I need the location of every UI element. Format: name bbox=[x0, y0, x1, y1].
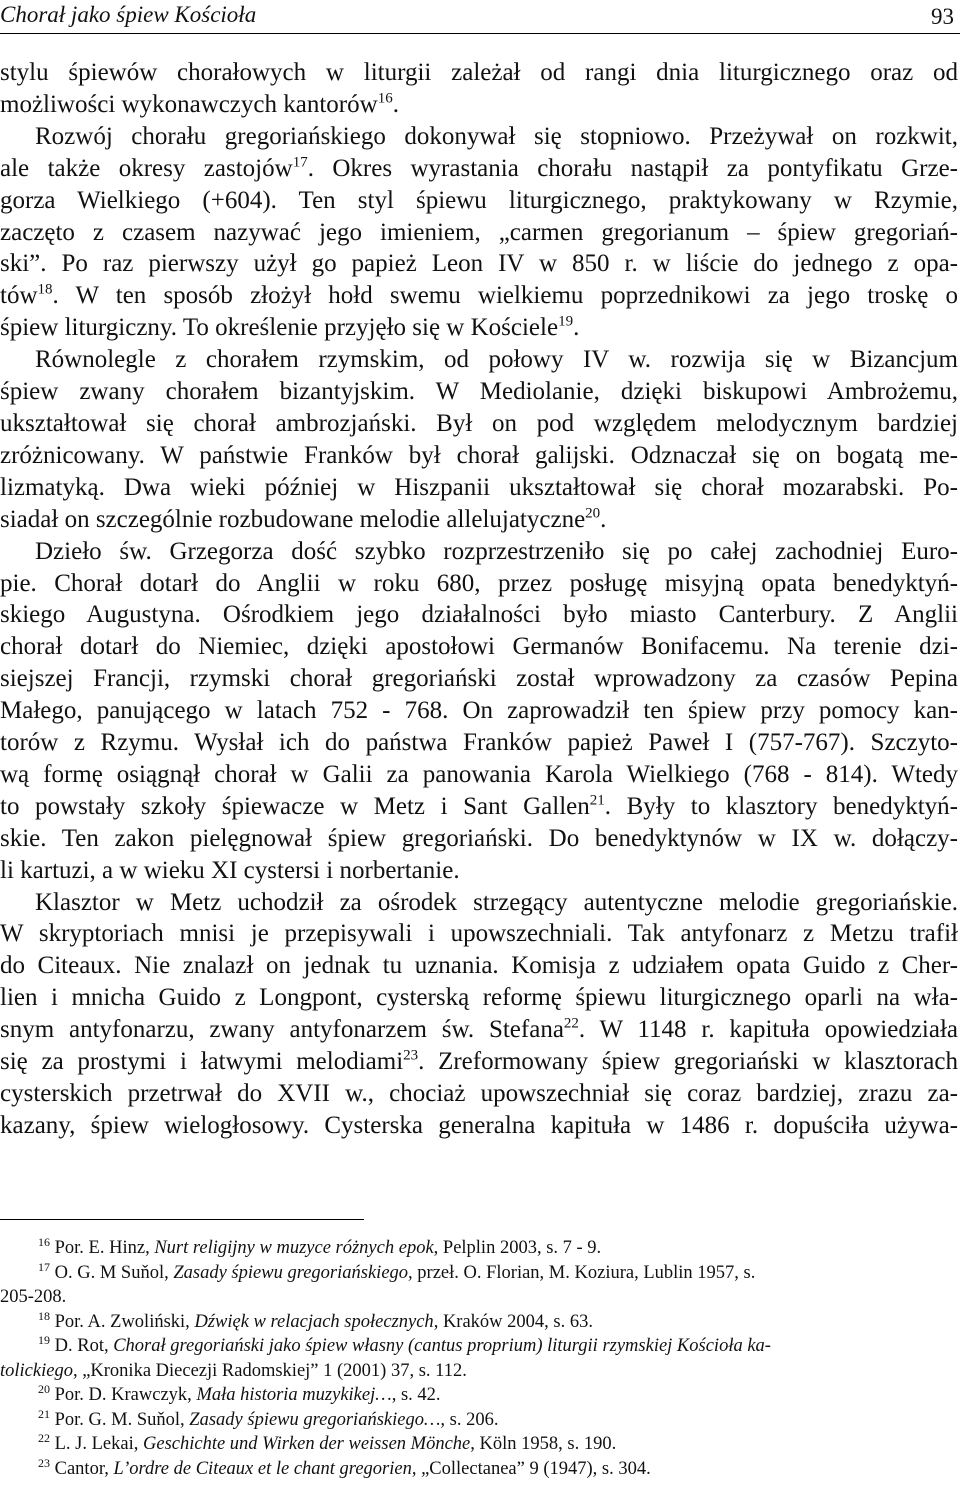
text-line: się za prostymi i łatwymi melodiami$^{23}$. Zreformowany śpiew gregoriański w klasztorach bbox=[0, 1047, 958, 1076]
text-line: Małego, panującego w latach 752 - 768. On zaprowadził ten śpiew przy pomocy kan- bbox=[0, 697, 958, 725]
text-line: możliwości wykonawczych kantorów$^{16}$. bbox=[0, 90, 399, 118]
text-line: kazany, śpiew wielogłosowy. Cysterska generalna kapituła w 1486 r. dopuściła używa- bbox=[0, 1111, 958, 1139]
running-header bbox=[0, 0, 960, 30]
footnote-ref: 18 bbox=[37, 282, 53, 299]
text-line: zaczęto z czasem nazywać jego imieniem, „carmen gregorianum – śpiew gregoriań- bbox=[0, 218, 958, 246]
footnote-19: $^{19}$ D. Rot, Chorał gregoriański jako śpiew własny (cantus proprium) liturgii rzymskiej Kościoła ka- tolickiego, „Kronika Diecezji Radomskiej” 1 (2001) 37, s. 112. bbox=[0, 1332, 771, 1381]
footnote-22: $^{22}$ L. J. Lekai, Geschichte und Wirken der weissen Mönche, Köln 1958, s. 190. bbox=[38, 1430, 617, 1454]
text-line: zróżnicowany. W państwie Franków był chorał galijski. Odznaczał się on bogatą me- bbox=[0, 441, 958, 469]
running-title: Chorał jako śpiew Kościoła bbox=[0, 2, 257, 27]
text-line: cysterskich przetrwał do XVII w., chociaż upowszechniał się coraz bardziej, zrazu za- bbox=[0, 1080, 958, 1107]
text-line: W skryptoriach mnisi je przepisywali i upowszechniali. Tak antyfonarz z Metzu trafił bbox=[0, 920, 958, 948]
text-line: to powstały szkoły śpiewacze w Metz i Sant Gallen$^{21}$. Były to klasztory benedyktyń- bbox=[0, 792, 958, 820]
text-line: ski”. Po raz pierwszy użył go papież Leon IV w 850 r. w liście do jednego z opa- bbox=[0, 250, 958, 278]
text-line: stylu śpiewów chorałowych w liturgii zależał od rangi dnia liturgicznego oraz od bbox=[0, 59, 958, 86]
footnote-separator bbox=[0, 1219, 364, 1220]
footnote-ref: 19 bbox=[558, 313, 574, 330]
footnote-23: $^{23}$ Cantor, L’ordre de Citeaux et le chant gregorien, „Collectanea” 9 (1947), s. 304. bbox=[38, 1455, 651, 1479]
footnote-ref: 22 bbox=[563, 1015, 579, 1032]
text-line: Dzieło św. Grzegorza dość szybko rozprzestrzeniło się po całej zachodniej Euro- bbox=[35, 537, 958, 565]
text-line: śpiew zwany chorałem bizantyjskim. W Mediolanie, dzięki biskupowi Ambrożemu, bbox=[0, 378, 958, 406]
text-line: gorza Wielkiego (+604). Ten styl śpiewu liturgicznego, praktykowany w Rzymie, bbox=[0, 186, 958, 214]
text-line: siejszej Francji, rzymski chorał gregoriański został wprowadzony za czasów Pepina bbox=[0, 665, 958, 693]
footnote-21: $^{21}$ Por. G. M. Suňol, Zasady śpiewu gregoriańskiego…, s. 206. bbox=[38, 1406, 499, 1430]
text-line: do Citeaux. Nie znalazł on jednak tu uznania. Komisja z udziałem opata Guido z Cher- bbox=[0, 952, 958, 980]
footnote-ref: 23 bbox=[403, 1047, 419, 1064]
footnote-ref: 20 bbox=[585, 505, 601, 522]
text-line: śpiew liturgiczny. To określenie przyjęło się w Kościele$^{19}$. bbox=[0, 313, 580, 342]
text-line: chorał dotarł do Niemiec, dzięki apostołowi Germanów Bonifacemu. Na terenie dzi- bbox=[0, 633, 958, 661]
text-line: torów z Rzymu. Wysłał ich do państwa Franków papież Paweł I (757-767). Szczyto- bbox=[0, 729, 958, 757]
text-line: lizmatyką. Dwa wieki później w Hiszpanii ukształtował się chorał mozarabski. Po- bbox=[0, 473, 958, 501]
text-line: siadał on szczególnie rozbudowane melodie allelujatyczne$^{20}$. bbox=[0, 505, 607, 533]
page-number: 93 bbox=[931, 4, 954, 29]
footnote-20: $^{20}$ Por. D. Krawczyk, Mała historia muzykikej…, s. 42. bbox=[38, 1381, 441, 1405]
body-text bbox=[0, 57, 958, 1142]
text-line: ale także okresy zastojów$^{17}$. Okres wyrastania chorału nastąpił za pontyfikatu Grze- bbox=[0, 154, 958, 182]
text-line: Rozwój chorału gregoriańskiego dokonywał się stopniowo. Przeżywał on rozkwit, bbox=[35, 122, 958, 150]
footnote-16: $^{16}$ Por. E. Hinz, Nurt religijny w muzyce różnych epok, Pelplin 2003, s. 7 - 9. bbox=[38, 1234, 602, 1258]
text-line: pie. Chorał dotarł do Anglii w roku 680, przez posługę misyjną opata benedyktyń- bbox=[0, 569, 958, 597]
text-line: ukształtował się chorał ambrozjański. Był on pod względem melodycznym bardziej bbox=[0, 409, 958, 437]
header-rule bbox=[0, 33, 960, 34]
text-line: wą formę osiągnął chorał w Galii za panowania Karola Wielkiego (768 - 814). Wtedy bbox=[0, 760, 958, 788]
text-line: li kartuzi, a w wieku XI cystersi i norbertanie. bbox=[0, 856, 460, 884]
text-line: Klasztor w Metz uchodził za ośrodek strzegący autentyczne melodie gregoriańskie. bbox=[35, 888, 958, 916]
text-line: tów$^{18}$. W ten sposób złożył hołd swemu wielkiemu poprzednikowi za jego troskę o bbox=[0, 282, 958, 310]
footnote-18: $^{18}$ Por. A. Zwoliński, Dźwięk w relacjach społecznych, Kraków 2004, s. 63. bbox=[38, 1308, 593, 1332]
footnote-ref: 21 bbox=[589, 792, 605, 809]
footnote-ref: 16 bbox=[377, 90, 393, 107]
footnote-17: $^{17}$ O. G. M Suňol, Zasady śpiewu gregoriańskiego, przeł. O. Florian, M. Koziura, Lublin 1957, s. 205-208. bbox=[0, 1259, 756, 1307]
text-line: snym antyfonarzu, zwany antyfonarzem św. Stefana$^{22}$. W 1148 r. kapituła opowiedziała bbox=[0, 1015, 958, 1044]
footnotes bbox=[0, 1236, 958, 1481]
text-line: skie. Ten zakon pielęgnował śpiew gregoriański. Do benedyktynów w IX w. dołączy- bbox=[0, 824, 958, 852]
text-line: Równolegle z chorałem rzymskim, od połowy IV w. rozwija się w Bizancjum bbox=[35, 346, 958, 374]
footnote-ref: 17 bbox=[292, 154, 308, 171]
text-line: skiego Augustyna. Ośrodkiem jego działalności było miasto Canterbury. Z Anglii bbox=[0, 601, 958, 629]
text-line: lien i mnicha Guido z Longpont, cysterską reformę śpiewu liturgicznego oparli na wła- bbox=[0, 984, 958, 1012]
